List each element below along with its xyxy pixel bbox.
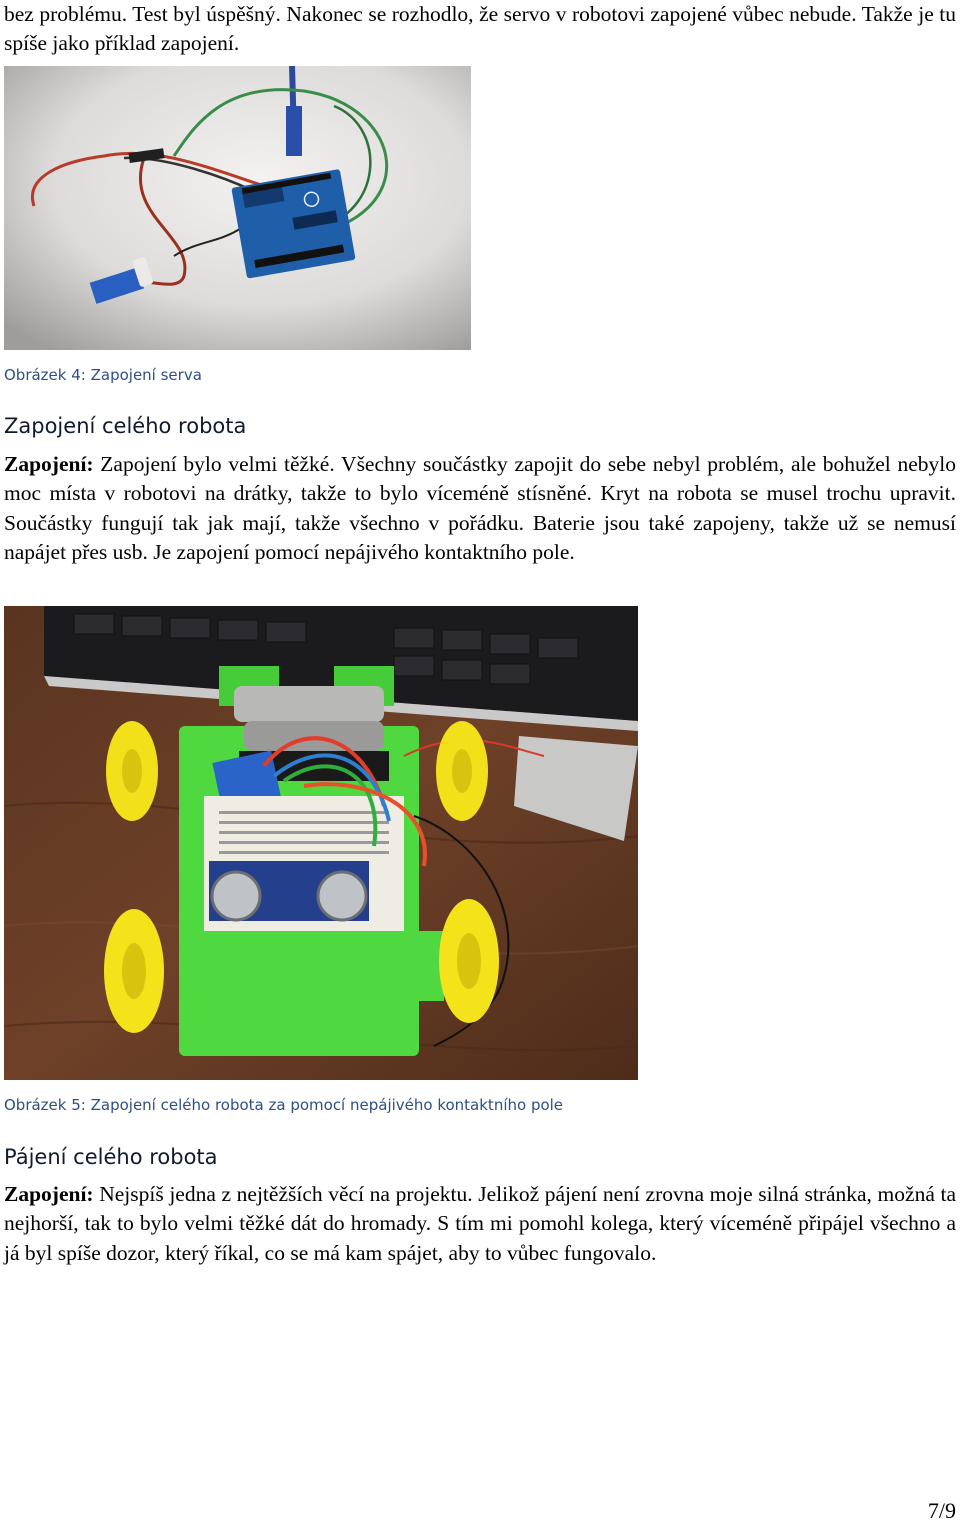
section2-heading: Pájení celého robota xyxy=(4,1145,218,1169)
page-number: 7/9 xyxy=(927,1498,956,1523)
section1-text: Zapojení bylo velmi těžké. Všechny součástky zapojit do sebe nebyl problém, ale bohužel nebylo moc místa v robotovi na drátky, takže to bylo víceméně stísněné. Kryt na robota se musel trochu upravit. Součástky fungují tak jak mají, takže všechno v pořádku. Baterie jsou také zapojeny, takže už se nemusí napájet přes usb. Je zapojení pomocí nepájivého kontaktního pole. xyxy=(4,452,956,564)
figure5-caption: Obrázek 5: Zapojení celého robota za pomocí nepájivého kontaktního pole xyxy=(4,1096,564,1114)
servo-wiring-photo xyxy=(4,66,471,350)
robot-photo xyxy=(4,606,638,1080)
section1-heading: Zapojení celého robota xyxy=(4,414,247,438)
section2-text: Nejspíš jedna z nejtěžších věcí na projektu. Jelikož pájení není zrovna moje silná stránka, možná ta nejhorší, tak to bylo velmi těžké dát do hromady. S tím mi pomohl kolega, který víceméně připájel všechno a já byl spíše dozor, který říkal, co se má kam spájet, aby to vůbec fungovalo. xyxy=(4,1182,956,1265)
section1-paragraph xyxy=(4,450,956,567)
intro-paragraph: bez problému. Test byl úspěšný. Nakonec se rozhodlo, že servo v robotovi zapojené vůbec nebude. Takže je tu spíše jako příklad zapojení. xyxy=(4,2,956,56)
section2-lead: Zapojení: xyxy=(4,1182,94,1206)
section2-paragraph xyxy=(4,1180,956,1268)
section1-lead: Zapojení: xyxy=(4,452,94,476)
figure4-caption: Obrázek 4: Zapojení serva xyxy=(4,366,202,384)
